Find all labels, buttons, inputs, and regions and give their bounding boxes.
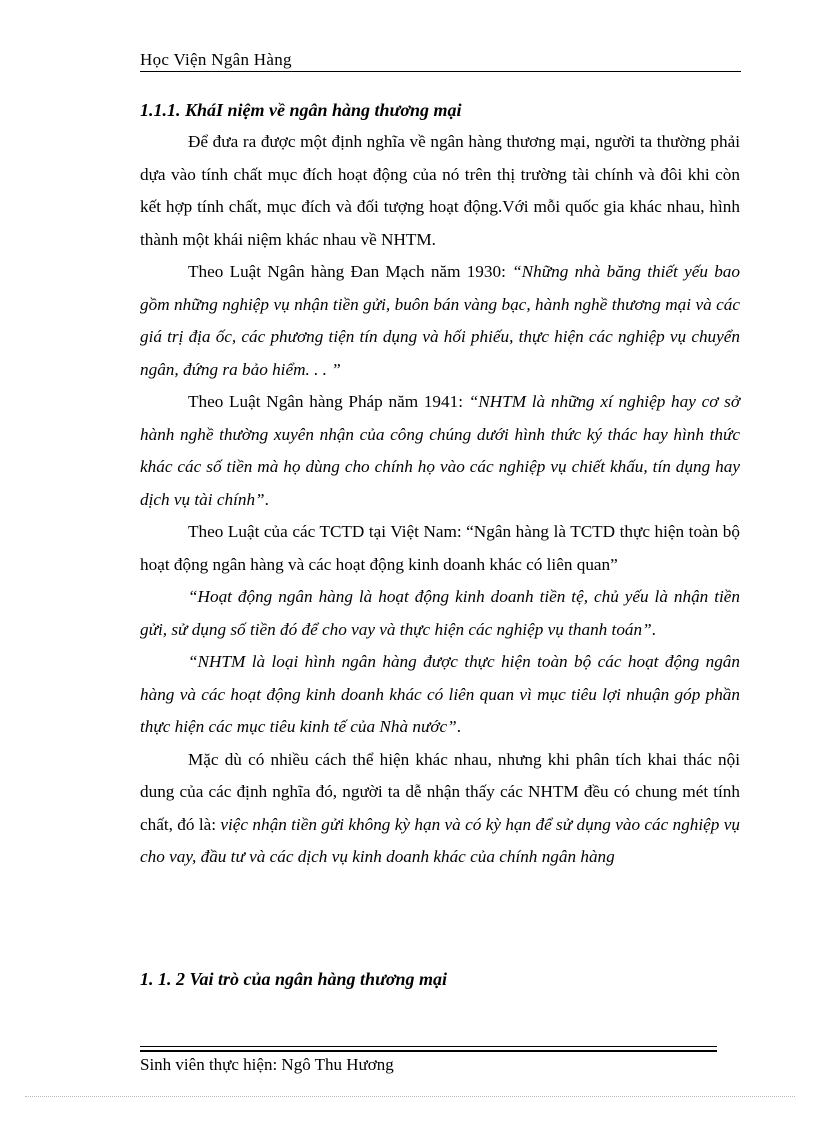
section-heading-1-1-2: 1. 1. 2 Vai trò của ngân hàng thương mại xyxy=(140,969,448,989)
paragraph-3-lead: Theo Luật Ngân hàng Pháp năm 1941: xyxy=(188,392,469,411)
page-footer: Sinh viên thực hiện: Ngô Thu Hương xyxy=(140,1055,394,1074)
paragraph-3 xyxy=(140,386,740,516)
paragraph-2 xyxy=(140,256,740,386)
header-divider xyxy=(140,71,741,72)
body-text xyxy=(140,126,740,874)
paragraph-6 xyxy=(140,646,740,744)
paragraph-7 xyxy=(140,744,740,874)
page-header: Học Viện Ngân Hàng xyxy=(140,50,292,69)
paragraph-5-end: . xyxy=(651,619,656,639)
paragraph-5 xyxy=(140,581,740,646)
paragraph-7-quote: việc nhận tiền gửi không kỳ hạn và có kỳ hạn để sử dụng vào các nghiệp vụ cho vay, đầu tư và các dịch vụ kinh doanh khác của chính ngân hàng xyxy=(140,814,740,866)
paragraph-2-quote: “Những nhà băng thiết yếu bao gồm những nghiệp vụ nhận tiền gửi, buôn bán vàng bạc, hành nghề thương mại và các giá trị địa ốc, các phương tiện tín dụng và hối phiếu, thực hiện các nghiệp vụ chuyển ngân, đứng ra bảo hiểm. . . ” xyxy=(140,262,740,379)
page-edge-line xyxy=(25,1096,795,1097)
footer-divider-thick xyxy=(140,1050,717,1052)
paragraph-1: Để đưa ra được một định nghĩa về ngân hàng thương mại, người ta thường phải dựa vào tính chất mục đích hoạt động của nó trên thị trường tài chính và đôi khi còn kết hợp tính chất, mục đích và đối tượng hoạt động.Với mỗi quốc gia khác nhau, hình thành một khái niệm khác nhau về NHTM. xyxy=(140,132,740,249)
paragraph-5-quote: “Hoạt động ngân hàng là hoạt động kinh doanh tiền tệ, chủ yếu là nhận tiền gửi, sử dụng số tiền đó để cho vay và thực hiện các nghiệp vụ thanh toán” xyxy=(140,587,740,639)
paragraph-7-lead: Mặc dù có nhiều cách thể hiện khác nhau, nhưng khi phân tích khai thác nội dung của các định nghĩa đó, người ta dễ nhận thấy các NHTM đều có chung mét tính chất, đó là: xyxy=(140,749,740,834)
paragraph-3-quote: “NHTM là những xí nghiệp hay cơ sở hành nghề thường xuyên nhận của công chúng dưới hình thức ký thác hay hình thức khác các số tiền mà họ dùng cho chính họ vào các nghiệp vụ chiết khấu, tín dụng hay dịch vụ tài chính” xyxy=(140,392,740,509)
section-heading-1-1-1: 1.1.1. KháI niệm về ngân hàng thương mại xyxy=(140,100,462,120)
paragraph-2-lead: Theo Luật Ngân hàng Đan Mạch năm 1930: xyxy=(188,262,513,281)
paragraph-3-end: . xyxy=(264,489,269,509)
paragraph-6-quote: “NHTM là loại hình ngân hàng được thực hiện toàn bộ các hoạt động ngân hàng và các hoạt động kinh doanh khác có liên quan vì mục tiêu lợi nhuận góp phần thực hiện các mục tiêu kinh tế của Nhà nước” xyxy=(140,652,740,736)
footer-divider-thin xyxy=(140,1046,717,1047)
paragraph-6-end: . xyxy=(456,717,461,736)
paragraph-4: Theo Luật của các TCTD tại Việt Nam: “Ngân hàng là TCTD thực hiện toàn bộ hoạt động ngân hàng và các hoạt động kinh doanh khác có liên quan” xyxy=(140,522,740,574)
